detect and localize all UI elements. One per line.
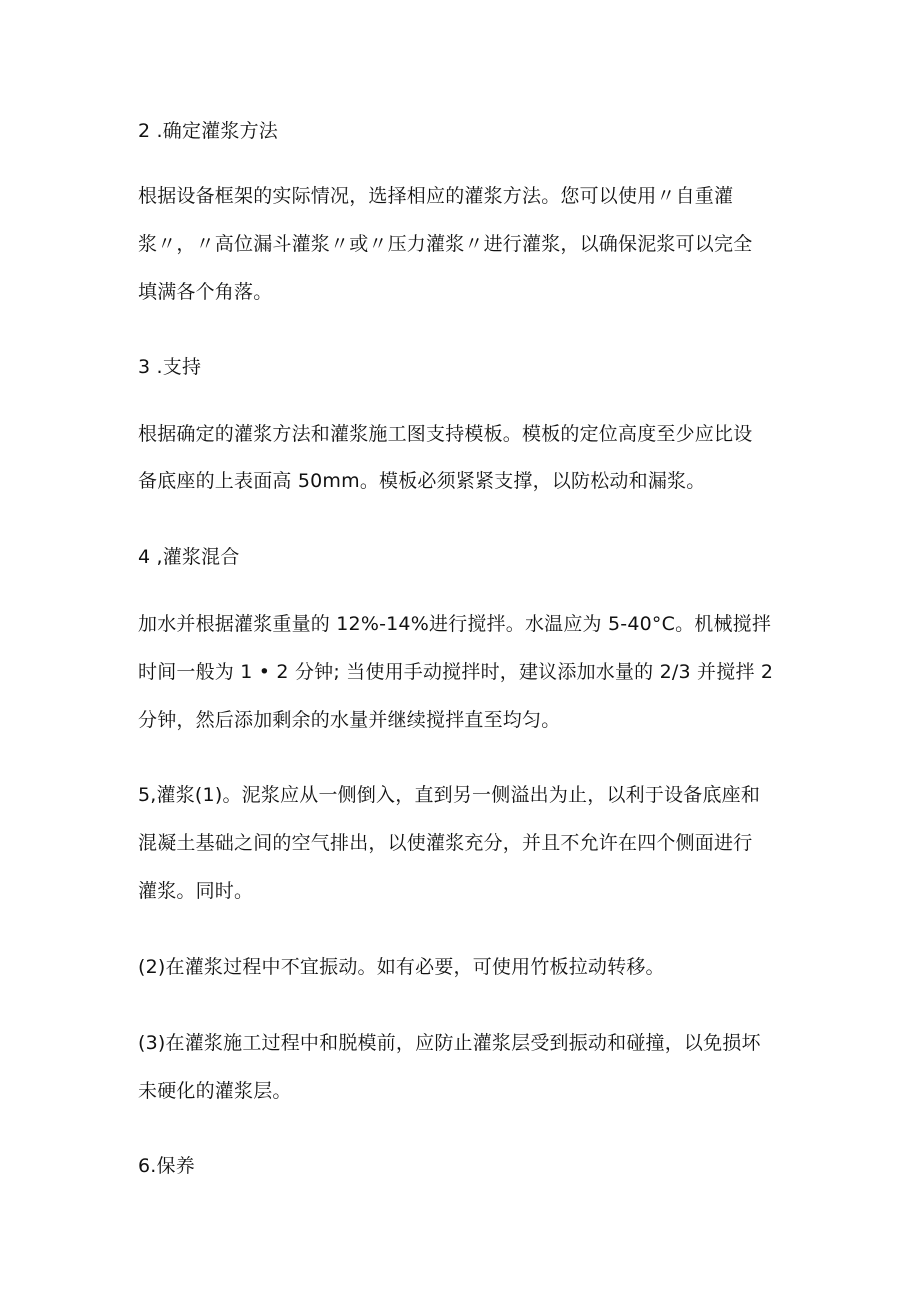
section-5-item-2: (2)在灌浆过程中不宜振动。如有必要，可使用竹板拉动转移。	[138, 956, 665, 978]
section-4-body-line-3: 分钟，然后添加剩余的水量并继续搅拌直至均匀。	[138, 709, 561, 731]
section-2-heading: 2 .确定灌浆方法	[138, 120, 278, 142]
section-4-body-line-1: 加水并根据灌浆重量的 12%-14%进行搅拌。水温应为 5-40°C。机械搅拌	[138, 613, 772, 635]
section-4-body-line-2: 时间一般为 1 • 2 分钟; 当使用手动搅拌时，建议添加水量的 2/3 并搅拌 2	[138, 661, 774, 683]
section-2-body-line-1: 根据设备框架的实际情况，选择相应的灌浆方法。您可以使用〃自重灌	[138, 185, 734, 207]
section-3-body-line-1: 根据确定的灌浆方法和灌浆施工图支持模板。模板的定位高度至少应比设	[138, 423, 753, 445]
section-5-body-line-3: 灌浆。同时。	[138, 880, 254, 902]
section-5-item-3-line-2: 未硬化的灌浆层。	[138, 1080, 292, 1102]
section-3-heading: 3 .支持	[138, 356, 202, 378]
section-5-body-line-1: 5,灌浆(1)。泥浆应从一侧倒入，直到另一侧溢出为止，以利于设备底座和	[138, 784, 761, 806]
section-5-item-3-line-1: (3)在灌浆施工过程中和脱模前，应防止灌浆层受到振动和碰撞，以免损坏	[138, 1032, 761, 1054]
section-2-body-line-2: 浆〃，〃高位漏斗灌浆〃或〃压力灌浆〃进行灌浆，以确保泥浆可以完全	[138, 233, 753, 255]
section-4-heading: 4 ,灌浆混合	[138, 546, 240, 568]
section-3-body-line-2: 备底座的上表面高 50mm。模板必须紧紧支撑，以防松动和漏浆。	[138, 470, 706, 492]
section-5-body-line-2: 混凝土基础之间的空气排出，以使灌浆充分，并且不允许在四个侧面进行	[138, 832, 753, 854]
section-2-body-line-3: 填满各个角落。	[138, 281, 273, 303]
section-6-heading: 6.保养	[138, 1155, 195, 1177]
